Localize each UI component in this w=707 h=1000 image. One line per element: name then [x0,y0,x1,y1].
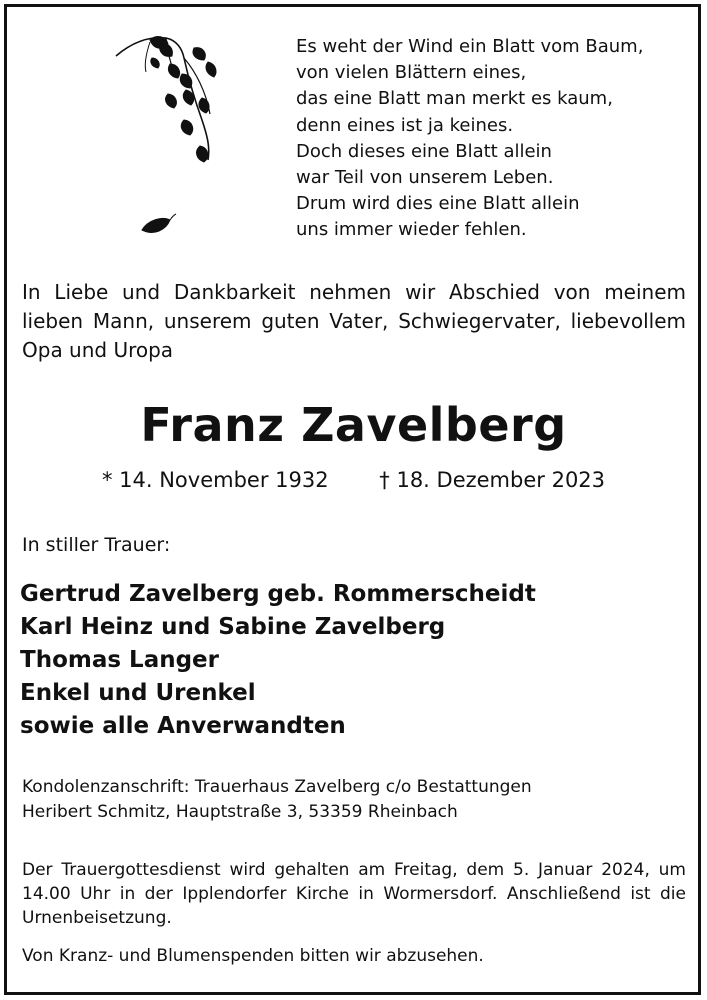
deceased-name: Franz Zavelberg [140,398,567,452]
mourning-label: In stiller Trauer: [22,534,171,556]
death-date: † 18. Dezember 2023 [379,468,606,492]
poem-line: von vielen Blättern eines, [296,62,527,84]
poem-line: Es weht der Wind ein Blatt vom Baum, [296,36,644,57]
poem-line: das eine Blatt man merkt es kaum, [296,88,613,110]
flower-request: Von Kranz- und Blumenspenden bitten wir abzusehen. [22,946,484,966]
birth-date: * 14. November 1932 [101,468,329,492]
birch-branch-icon [116,37,216,162]
poem-line: denn eines ist ja keines. [296,114,514,136]
poem-line: war Teil von unserem Leben. [296,167,554,189]
mourner-name: Karl Heinz und Sabine Zavelberg [20,614,446,640]
condolence-address [22,775,532,825]
mourner-name: sowie alle Anverwandten [20,713,346,739]
life-dates [0,468,707,492]
poem-line: uns immer wieder fehlen. [296,219,527,241]
mourner-name: Thomas Langer [20,647,220,673]
farewell-intro: In Liebe und Dankbarkeit nehmen wir Abschied von meinem lieben Mann, unserem guten Vater, Schwiegervater, liebevollem Opa und Uropa [22,280,686,362]
falling-leaf-icon [142,214,176,232]
funeral-service-info: Der Trauergottesdienst wird gehalten am Freitag, dem 5. Januar 2024, um 14.00 Uhr in der Ipplendorfer Kirche in Wormersdorf. Anschließend ist die Urnenbeisetzung. [22,860,686,928]
poem-line: Drum wird dies eine Blatt allein [296,193,580,215]
address-line: Heribert Schmitz, Hauptstraße 3, 53359 Rheinbach [22,802,458,822]
address-line: Kondolenzanschrift: Trauerhaus Zavelberg c/o Bestattungen [22,777,532,797]
mourners-list [20,578,536,743]
poem-line: Doch dieses eine Blatt allein [296,140,552,162]
poem [296,34,643,244]
falling-leaves-illustration [110,28,230,258]
mourner-name: Gertrud Zavelberg geb. Rommerscheidt [20,581,536,607]
mourner-name: Enkel und Urenkel [20,680,256,706]
